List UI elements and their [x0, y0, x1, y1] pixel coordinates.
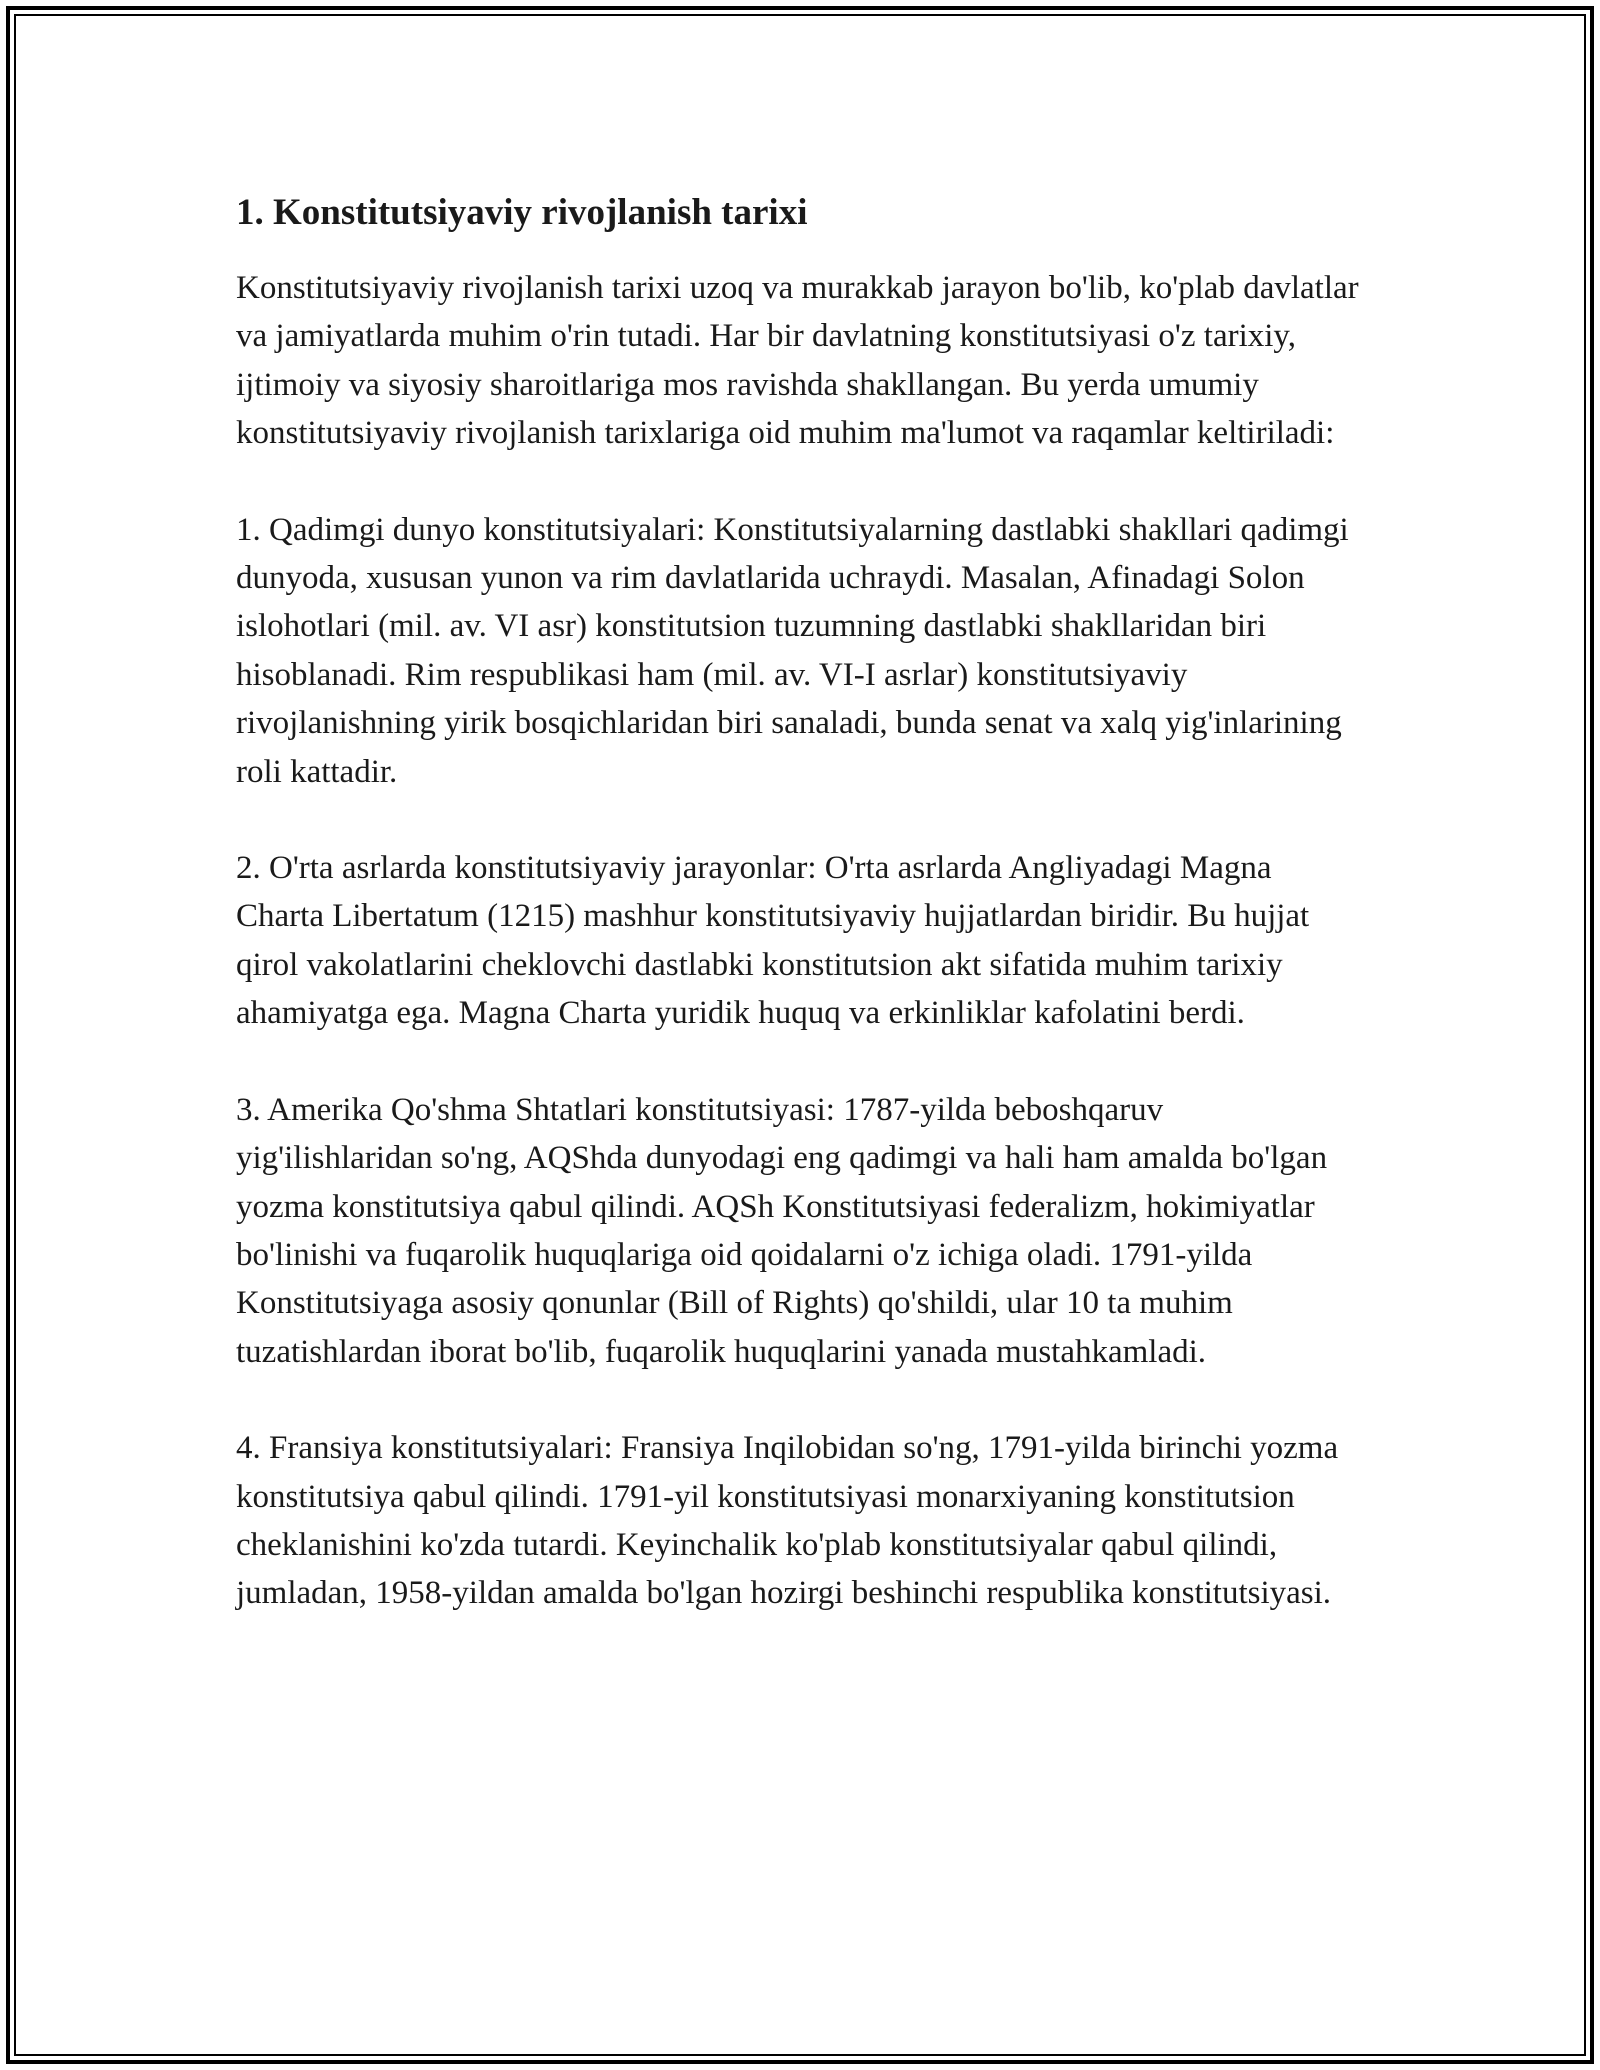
intro-paragraph: Konstitutsiyaviy rivojlanish tarixi uzoq va murakkab jarayon bo'lib, ko'plab davlatlar va jamiyatlarda muhim o'rin tutadi. Har bir davlatning konstitutsiyasi o'z tarixiy, ijtimoiy va siyosiy sharoitlariga mos ravishda shakllangan. Bu yerda umumiy konstitutsiyaviy rivojlanish tarixlariga oid muhim ma'lumot va raqamlar keltiriladi:: [236, 270, 1359, 452]
paragraph-france-constitutions: 4. Fransiya konstitutsiyalari: Fransiya Inqilobidan so'ng, 1791-yilda birinchi yozma konstitutsiya qabul qilindi. 1791-yil konstitutsiyasi monarxiyaning konstitutsion cheklanishini ko'zda tutardi. Keyinchalik ko'plab konstitutsiyalar qabul qilindi, jumladan, 1958-yildan amalda bo'lgan hozirgi beshinchi respublika konstitutsiyasi.: [236, 1430, 1339, 1612]
section-title: 1. Konstitutsiyaviy rivojlanish tarixi: [236, 192, 808, 233]
paragraph-middle-ages: 2. O'rta asrlarda konstitutsiyaviy jarayonlar: O'rta asrlarda Angliyadagi Magna Charta Libertatum (1215) mashhur konstitutsiyaviy hujjatlardan biridir. Bu hujjat qirol vakolatlarini cheklovchi dastlabki konstitutsion akt sifatida muhim tarixiy ahamiyatga ega. Magna Charta yuridik huquq va erkinliklar kafolatini berdi.: [236, 850, 1310, 1032]
paragraph-ancient-constitutions: 1. Qadimgi dunyo konstitutsiyalari: Konstitutsiyalarning dastlabki shakllari qadimgi dunyoda, xususan yunon va rim davlatlarida uchraydi. Masalan, Afinadagi Solon islohotlari (mil. av. VI asr) konstitutsion tuzumning dastlabki shakllaridan biri hisoblanadi. Rim respublikasi ham (mil. av. VI-I asrlar) konstitutsiyaviy rivojlanishning yirik bosqichlaridan biri sanaladi, bunda senat va xalq yig'inlarining roli kattadir.: [236, 511, 1349, 790]
paragraph-usa-constitution: 3. Amerika Qo'shma Shtatlari konstitutsiyasi: 1787-yilda beboshqaruv yig'ilishlaridan so'ng, AQShda dunyodagi eng qadimgi va hali ham amalda bo'lgan yozma konstitutsiya qabul qilindi. AQSh Konstitutsiyasi federalizm, hokimiyatlar bo'linishi va fuqarolik huquqlariga oid qoidalarni o'z ichiga oladi. 1791-yilda Konstitutsiyaga asosiy qonunlar (Bill of Rights) qo'shildi, ular 10 ta muhim tuzatishlardan iborat bo'lib, fuqarolik huquqlarini yanada mustahkamladi.: [236, 1091, 1328, 1370]
document-body: [236, 186, 1366, 1618]
